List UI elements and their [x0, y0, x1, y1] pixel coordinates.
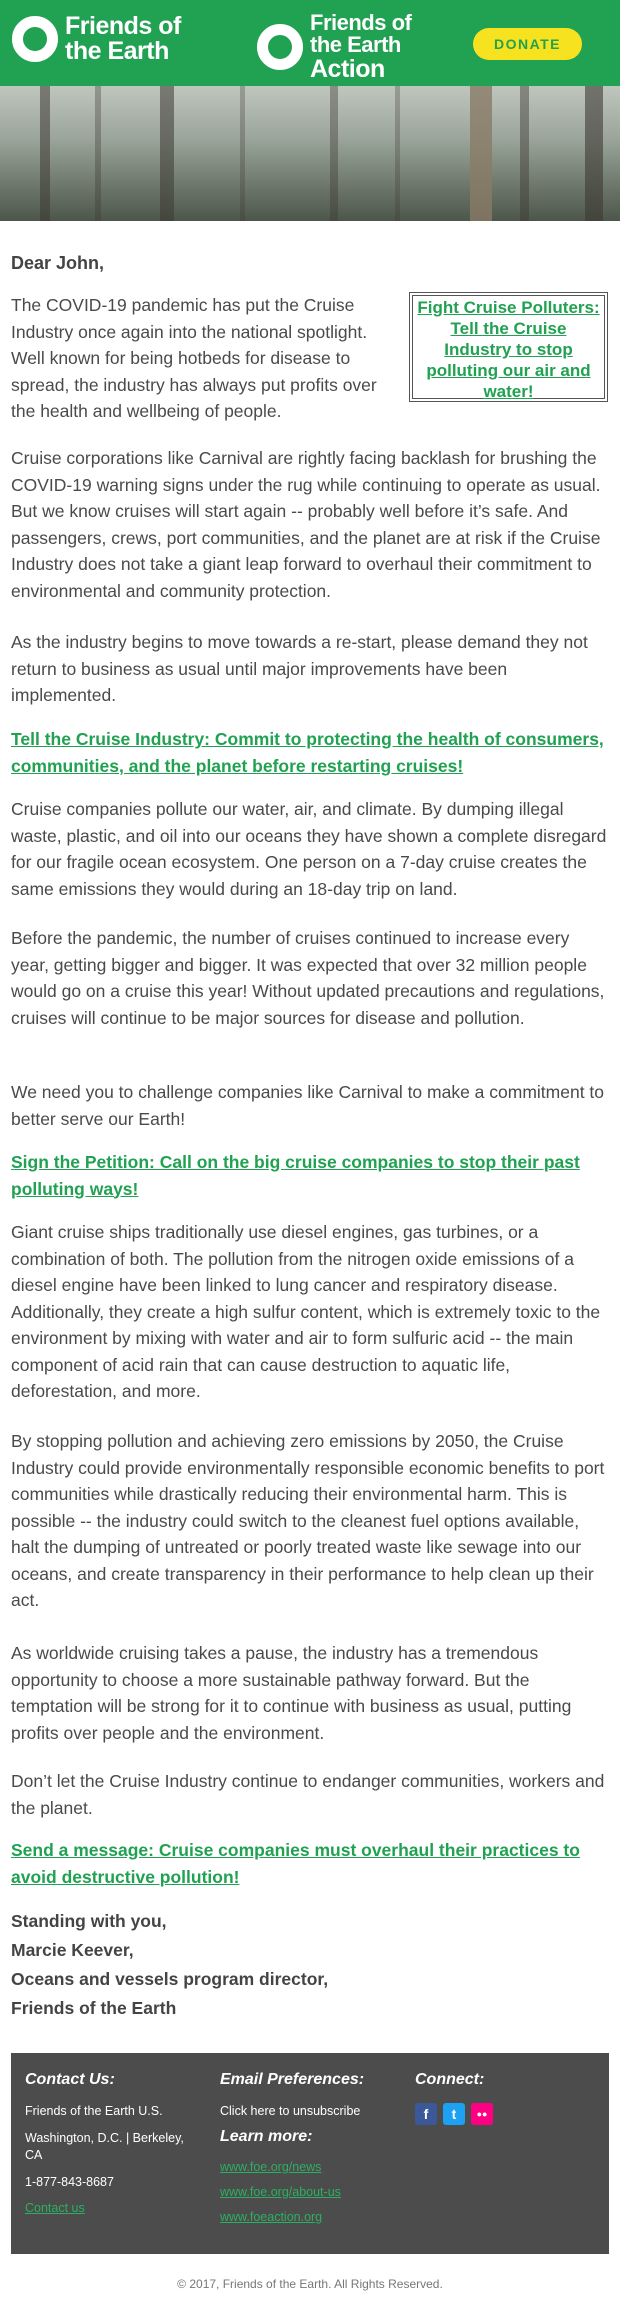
- paragraph-7: Giant cruise ships traditionally use diesel engines, gas turbines, or a combination of both. The pollution from the nitrogen oxide emissions of a diesel engine have been linked to lung cancer and respiratory disease. Additionally, they create a high sulfur content, which is extremely toxic to the environment by mixing with water and air to form sulfuric acid -- the main component of acid rain that can cause destruction to aquatic life, deforestation, and more.: [11, 1222, 601, 1401]
- paragraph-8: By stopping pollution and achieving zero emissions by 2050, the Cruise Industry could provide environmentally responsible economic benefits to port communities while drastically reducing their environmental harm. This is possible -- the industry could switch to the cleanest fuel options available, halt the dumping of untreated or poorly treated waste like sewage into our oceans, and create transparency in their performance to help clean up their act.: [11, 1431, 605, 1610]
- footer-contact: [25, 2071, 200, 2226]
- signature-name: Marcie Keever,: [11, 1940, 134, 1960]
- action-link[interactable]: www.foeaction.org: [220, 2210, 323, 2224]
- logo-line1: Friends of: [65, 12, 181, 40]
- footer-connect: [415, 2071, 595, 2125]
- prefs-heading: Email Preferences:: [220, 2071, 365, 2088]
- footer: [11, 2053, 609, 2254]
- greeting: Dear John,: [11, 253, 105, 273]
- foe-action-logo[interactable]: [257, 12, 411, 82]
- facebook-icon[interactable]: f: [415, 2103, 437, 2125]
- cta-link-message[interactable]: Send a message: Cruise companies must overhaul their practices to avoid destructive pollution!: [11, 1840, 580, 1887]
- unsubscribe-link[interactable]: Click here to unsubscribe: [220, 2104, 361, 2118]
- donate-button[interactable]: DONATE: [473, 28, 582, 60]
- flickr-icon[interactable]: ●●: [471, 2103, 493, 2125]
- paragraph-2: Cruise corporations like Carnival are rightly facing backlash for brushing the COVID-19 warning signs under the rug while continuing to operate as usual. But we know cruises will start again -- probably well before it’s safe. And passengers, crews, port communities, and the planet are at risk if the Cruise Industry does not take a giant leap forward to overhaul their commitment to environmental and community protection.: [11, 448, 601, 601]
- hero-forest-image: [0, 86, 620, 221]
- logo2-line1: Friends of: [310, 10, 412, 35]
- social-icons: [415, 2103, 595, 2125]
- callout-link[interactable]: Fight Cruise Polluters: Tell the Cruise Industry to stop polluting our air and water!: [417, 298, 600, 401]
- header-banner: [0, 0, 620, 86]
- paragraph-1: The COVID-19 pandemic has put the Cruise Industry once again into the national spotlight. Well known for being hotbeds for disease to spread, the industry has always put profits over the health and wellbeing of people.: [11, 295, 377, 421]
- contact-location: Washington, D.C. | Berkeley, CA: [25, 2131, 184, 2162]
- foe-logo[interactable]: [12, 14, 181, 64]
- paragraph-10: Don’t let the Cruise Industry continue to endanger communities, workers and the planet.: [11, 1771, 605, 1818]
- news-link[interactable]: www.foe.org/news: [220, 2160, 322, 2174]
- paragraph-9: As worldwide cruising takes a pause, the industry has a tremendous opportunity to choose a more sustainable pathway forward. But the temptation will be strong for it to continue with business as usual, putting profits over people and the environment.: [11, 1643, 572, 1743]
- contact-us-link[interactable]: Contact us: [25, 2201, 85, 2215]
- logo2-line3: Action: [310, 55, 385, 83]
- signature-org: Friends of the Earth: [11, 1998, 177, 2018]
- paragraph-6: We need you to challenge companies like Carnival to make a commitment to better serve our Earth!: [11, 1082, 605, 1129]
- contact-phone: 1-877-843-8687: [25, 2175, 114, 2189]
- logo2-line2: the Earth: [310, 32, 401, 57]
- signature-closing: Standing with you,: [11, 1911, 167, 1931]
- signature-block: [11, 1907, 609, 2023]
- paragraph-5: Before the pandemic, the number of cruises continued to increase every year, getting bigger and bigger. It was expected that over 32 million people would go on a cruise this year! Without updated precautions and regulations, cruises will continue to be major sources for disease and pollution.: [11, 928, 605, 1028]
- twitter-icon[interactable]: t: [443, 2103, 465, 2125]
- connect-heading: Connect:: [415, 2071, 485, 2088]
- earth-ring-icon: [257, 24, 303, 70]
- logo-line2: the Earth: [65, 37, 169, 65]
- earth-ring-icon: [12, 16, 58, 62]
- contact-heading: Contact Us:: [25, 2071, 115, 2088]
- copyright: © 2017, Friends of the Earth. All Rights Reserved.: [177, 2277, 443, 2291]
- paragraph-4: Cruise companies pollute our water, air, and climate. By dumping illegal waste, plastic, and oil into our oceans they have shown a complete disregard for our fragile ocean ecosystem. One person on a 7-day cruise creates the same emissions they would during an 18-day trip on land.: [11, 799, 607, 899]
- signature-title: Oceans and vessels program director,: [11, 1969, 329, 1989]
- about-link[interactable]: www.foe.org/about-us: [220, 2185, 341, 2199]
- footer-preferences: [220, 2071, 405, 2235]
- cta-link-petition[interactable]: Sign the Petition: Call on the big cruise companies to stop their past polluting ways!: [11, 1152, 580, 1199]
- paragraph-3: As the industry begins to move towards a re-start, please demand they not return to business as usual until major improvements have been implemented.: [11, 632, 588, 705]
- contact-org: Friends of the Earth U.S.: [25, 2104, 163, 2118]
- learn-heading: Learn more:: [220, 2128, 313, 2145]
- cta-link-commit[interactable]: Tell the Cruise Industry: Commit to protecting the health of consumers, communities, and the planet before restarting cruises!: [11, 729, 604, 776]
- callout-box: [409, 292, 608, 402]
